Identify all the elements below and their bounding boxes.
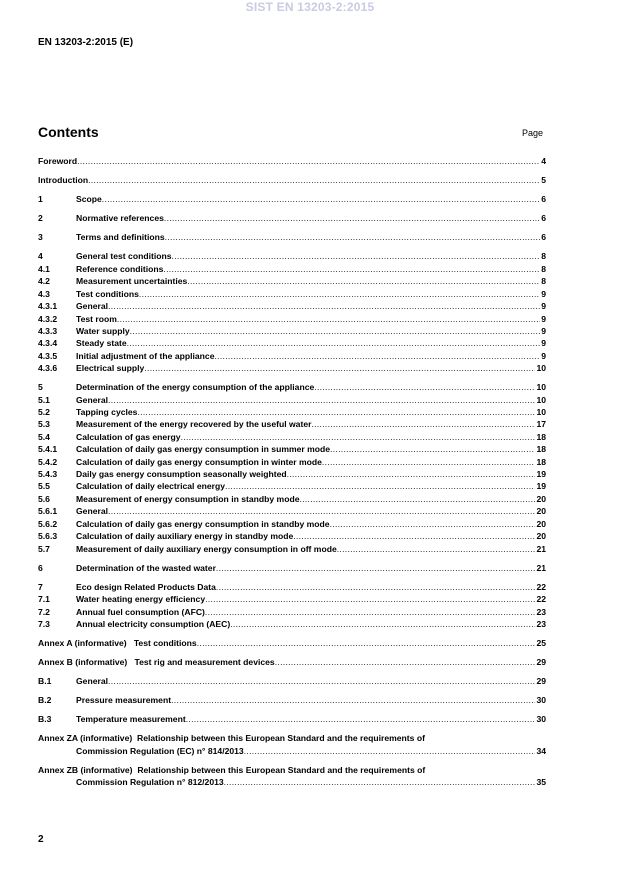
toc-page: 19 [536, 481, 546, 492]
toc-title: Calculation of daily gas energy consumption in standby mode [76, 518, 330, 529]
toc-entry-5-3[interactable] [38, 418, 546, 430]
toc-number: 5.7 [38, 543, 50, 554]
dot-leader [187, 275, 540, 287]
toc-page: 23 [536, 618, 546, 629]
toc-entry-annex-a[interactable] [38, 637, 546, 649]
dot-leader [337, 543, 536, 555]
dot-leader [137, 406, 535, 418]
toc-title: Scope [76, 194, 102, 205]
toc-title: Calculation of daily gas energy consumption in winter mode [76, 456, 322, 467]
toc-title: Determination of the energy consumption of the appliance [76, 382, 315, 393]
toc-number: 5.4 [38, 431, 50, 442]
toc-title: Electrical supply [76, 363, 145, 374]
toc-title: Eco design Related Products Data [76, 581, 216, 592]
toc-page: 22 [536, 581, 546, 592]
toc-entry-5[interactable] [38, 381, 546, 393]
contents-title: Contents [38, 124, 99, 140]
toc-title: Introduction [38, 175, 89, 186]
toc-entry-4-3-5[interactable] [38, 350, 546, 362]
toc-entry-5-4-1[interactable] [38, 443, 546, 455]
toc-entry-4-3-4[interactable] [38, 337, 546, 349]
toc-number: 2 [38, 213, 43, 224]
toc-title: Annex A (informative) Test conditions [38, 638, 197, 648]
toc-page: 9 [541, 338, 546, 349]
toc-number: 5.6 [38, 493, 50, 504]
toc-entry-7-1[interactable] [38, 593, 546, 605]
toc-number: B.1 [38, 676, 52, 687]
dot-leader [275, 656, 536, 668]
toc-entry-4-3-3[interactable] [38, 325, 546, 337]
toc-entry-6[interactable] [38, 562, 546, 574]
toc-number: 1 [38, 194, 43, 205]
dot-leader [225, 480, 535, 492]
toc-entry-5-4[interactable] [38, 431, 546, 443]
toc-entry-5-5[interactable] [38, 480, 546, 492]
toc-number: B.3 [38, 714, 52, 725]
toc-number: 5.2 [38, 407, 50, 418]
toc-entry-foreword[interactable] [38, 155, 546, 167]
dot-leader [224, 776, 536, 788]
toc-number: 5.6.3 [38, 531, 58, 542]
dot-leader [108, 505, 535, 517]
toc-page: 18 [536, 456, 546, 467]
toc-title: General [76, 676, 109, 687]
toc-title: Annual electricity consumption (AEC) [76, 618, 231, 629]
toc-page: 10 [536, 382, 546, 393]
toc-entry-7-2[interactable] [38, 606, 546, 618]
dot-leader [102, 193, 540, 205]
toc-number: 6 [38, 562, 43, 573]
toc-number: 7.3 [38, 618, 50, 629]
toc-title: Measurement of the energy recovered by the useful water [76, 419, 312, 430]
dot-leader [117, 313, 540, 325]
toc-title: Annex ZA (informative) Relationship between this European Standard and the requirements of [38, 733, 425, 744]
toc-entry-b-3[interactable] [38, 713, 546, 725]
toc-page: 21 [536, 562, 546, 573]
dot-leader [163, 263, 540, 275]
toc-title: Test conditions [76, 288, 139, 299]
toc-page: 20 [536, 518, 546, 529]
toc-entry-4-3-2[interactable] [38, 313, 546, 325]
toc-title: Water heating energy efficiency [76, 594, 206, 605]
toc-page: 20 [536, 493, 546, 504]
toc-title: Reference conditions [76, 263, 164, 274]
dot-leader [287, 468, 536, 480]
toc-entry-4-3-6[interactable] [38, 362, 546, 374]
toc-number: 5.3 [38, 419, 50, 430]
toc-title: Annual fuel consumption (AFC) [76, 606, 205, 617]
dot-leader [197, 637, 536, 649]
toc-title: Calculation of daily electrical energy [76, 481, 226, 492]
toc-title: Daily gas energy consumption seasonally weighted [76, 469, 287, 480]
toc-page: 5 [541, 175, 546, 186]
toc-title: Calculation of gas energy [76, 431, 181, 442]
toc-title: Terms and definitions [76, 232, 165, 243]
toc-page: 8 [541, 276, 546, 287]
toc-number: 4 [38, 251, 43, 262]
table-of-contents [38, 155, 546, 789]
dot-leader [171, 694, 535, 706]
dot-leader [77, 155, 540, 167]
toc-entry-4-3[interactable] [38, 288, 546, 300]
toc-page: 20 [536, 506, 546, 517]
toc-entry-introduction[interactable] [38, 174, 546, 186]
toc-number: 4.3 [38, 288, 50, 299]
toc-page: 9 [541, 325, 546, 336]
toc-page: 4 [541, 156, 546, 166]
toc-entry-3[interactable] [38, 231, 546, 243]
toc-title: Normative references [76, 213, 164, 224]
document-id: EN 13203-2:2015 (E) [38, 37, 134, 48]
toc-page: 10 [536, 363, 546, 374]
dot-leader [181, 431, 536, 443]
toc-title: Annex ZB (informative) Relationship between this European Standard and the requirements of [38, 764, 426, 775]
toc-page: 9 [541, 350, 546, 361]
toc-number: 5.4.3 [38, 469, 58, 480]
toc-title: Measurement of daily auxiliary energy consumption in off mode [76, 543, 337, 554]
toc-page: 23 [536, 606, 546, 617]
dot-leader [127, 337, 541, 349]
toc-title: Tapping cycles [76, 407, 138, 418]
toc-entry-4-3-1[interactable] [38, 300, 546, 312]
toc-entry-5-1[interactable] [38, 394, 546, 406]
toc-title: General [76, 301, 109, 312]
toc-title: Measurement uncertainties [76, 276, 188, 287]
toc-number: 5.6.1 [38, 506, 58, 517]
toc-number: 4.3.1 [38, 301, 58, 312]
toc-entry-5-6-3[interactable] [38, 530, 546, 542]
dot-leader [205, 606, 536, 618]
dot-leader [108, 394, 535, 406]
toc-entry-5-6[interactable] [38, 493, 546, 505]
dot-leader [230, 618, 535, 630]
toc-entry-5-7[interactable] [38, 543, 546, 555]
dot-leader [216, 581, 536, 593]
toc-number: 5.6.2 [38, 518, 58, 529]
toc-page: 9 [541, 301, 546, 312]
dot-leader [330, 443, 535, 455]
dot-leader [88, 174, 540, 186]
toc-page: 30 [536, 714, 546, 725]
toc-number: 4.3.5 [38, 350, 58, 361]
watermark: SIST EN 13203-2:2015 [245, 0, 375, 14]
toc-title: Steady state [76, 338, 127, 349]
toc-entry-annex-za[interactable] [38, 732, 546, 757]
toc-page: 35 [536, 777, 546, 788]
toc-number: 4.3.2 [38, 313, 58, 324]
toc-page: 10 [536, 407, 546, 418]
toc-entry-5-6-2[interactable] [38, 518, 546, 530]
toc-number: 3 [38, 232, 43, 243]
toc-page: 10 [536, 394, 546, 405]
toc-number: 4.3.6 [38, 363, 58, 374]
toc-page: 18 [536, 431, 546, 442]
toc-title-continued: Commission Regulation n° 812/2013 [76, 777, 224, 788]
toc-title: Initial adjustment of the appliance [76, 350, 215, 361]
dot-leader [164, 212, 540, 224]
dot-leader [322, 456, 536, 468]
dot-leader [186, 713, 536, 725]
dot-leader [172, 250, 541, 262]
toc-page: 22 [536, 594, 546, 605]
toc-page: 34 [536, 745, 546, 756]
toc-number: 7 [38, 581, 43, 592]
toc-title: Determination of the wasted water [76, 562, 216, 573]
toc-page: 6 [541, 232, 546, 243]
toc-number: 5.1 [38, 394, 50, 405]
toc-number: 7.1 [38, 594, 50, 605]
toc-title: Annex B (informative) Test rig and measurement devices [38, 657, 275, 668]
dot-leader [165, 231, 541, 243]
toc-entry-5-6-1[interactable] [38, 505, 546, 517]
toc-page: 20 [536, 531, 546, 542]
toc-title: General [76, 506, 109, 517]
toc-entry-b-1[interactable] [38, 675, 546, 687]
toc-page: 29 [536, 676, 546, 687]
toc-title: General [76, 394, 109, 405]
toc-page: 21 [536, 543, 546, 554]
toc-number: 5.4.1 [38, 444, 58, 455]
toc-page: 18 [536, 444, 546, 455]
toc-entry-7[interactable] [38, 581, 546, 593]
toc-title: Test room [76, 313, 117, 324]
toc-title: Calculation of daily auxiliary energy in standby mode [76, 531, 294, 542]
toc-entry-annex-b[interactable] [38, 656, 546, 668]
toc-number: 5.5 [38, 481, 50, 492]
toc-page: 30 [536, 695, 546, 706]
toc-page: 6 [541, 194, 546, 205]
toc-entry-7-3[interactable] [38, 618, 546, 630]
toc-title: Calculation of daily gas energy consumption in summer mode [76, 444, 331, 455]
toc-entry-5-4-3[interactable] [38, 468, 546, 480]
dot-leader [214, 350, 540, 362]
toc-entry-5-4-2[interactable] [38, 456, 546, 468]
dot-leader [216, 562, 536, 574]
toc-entry-4-1[interactable] [38, 263, 546, 275]
toc-number: B.2 [38, 695, 52, 706]
toc-page: 17 [536, 419, 546, 430]
toc-number: 5.4.2 [38, 456, 58, 467]
dot-leader [311, 418, 535, 430]
toc-title-continued: Commission Regulation (EC) n° 814/2013 [76, 745, 244, 756]
dot-leader [108, 300, 540, 312]
toc-number: 4.3.4 [38, 338, 58, 349]
dot-leader [144, 362, 535, 374]
toc-title: General test conditions [76, 251, 172, 262]
dot-leader [130, 325, 541, 337]
page-column-label: Page [522, 128, 544, 138]
toc-page: 25 [536, 638, 546, 648]
toc-page: 9 [541, 313, 546, 324]
toc-number: 4.1 [38, 263, 50, 274]
toc-number: 4.2 [38, 276, 50, 287]
toc-entry-5-2[interactable] [38, 406, 546, 418]
toc-page: 19 [536, 469, 546, 480]
toc-entry-annex-zb[interactable] [38, 764, 546, 789]
dot-leader [314, 381, 535, 393]
toc-entry-4[interactable] [38, 250, 546, 262]
toc-title: Foreword [38, 156, 78, 166]
toc-entry-1[interactable] [38, 193, 546, 205]
toc-title: Pressure measurement [76, 695, 172, 706]
toc-entry-2[interactable] [38, 212, 546, 224]
page-number: 2 [38, 834, 44, 845]
toc-number: 5 [38, 382, 43, 393]
toc-page: 8 [541, 263, 546, 274]
toc-title: Measurement of energy consumption in standby mode [76, 493, 300, 504]
toc-title: Temperature measurement [76, 714, 186, 725]
toc-page: 6 [541, 213, 546, 224]
toc-page: 9 [541, 288, 546, 299]
dot-leader [244, 745, 536, 757]
dot-leader [330, 518, 536, 530]
toc-number: 4.3.3 [38, 325, 58, 336]
dot-leader [205, 593, 535, 605]
dot-leader [293, 530, 535, 542]
toc-number: 7.2 [38, 606, 50, 617]
toc-entry-4-2[interactable] [38, 275, 546, 287]
dot-leader [108, 675, 535, 687]
toc-page: 8 [541, 251, 546, 262]
toc-title: Water supply [76, 325, 130, 336]
toc-entry-b-2[interactable] [38, 694, 546, 706]
dot-leader [299, 493, 535, 505]
dot-leader [139, 288, 540, 300]
toc-page: 29 [536, 657, 546, 668]
